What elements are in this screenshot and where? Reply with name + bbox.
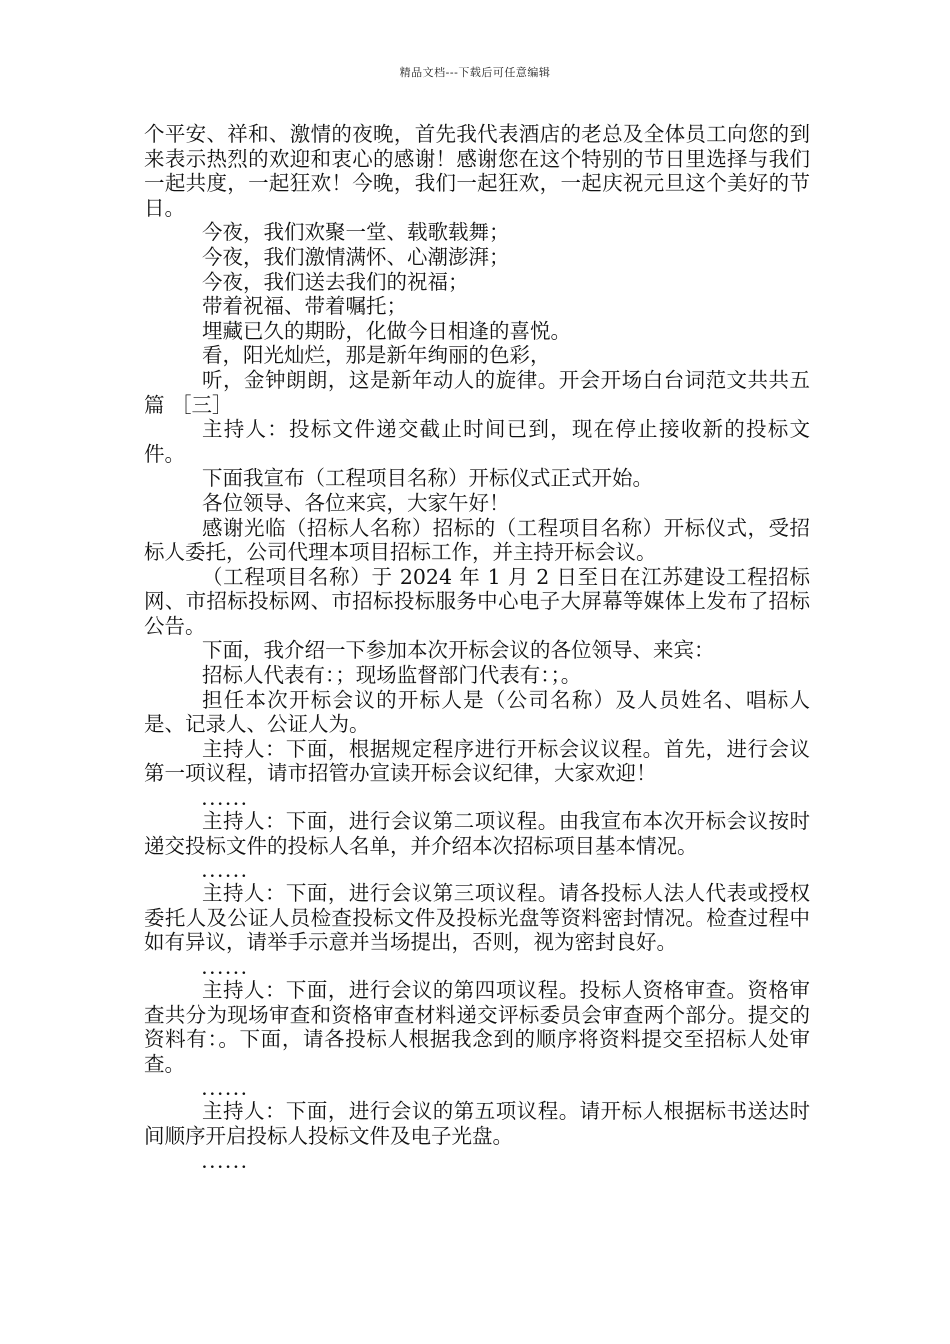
paragraph: 主持人：下面，进行会议的第五项议程。请开标人根据标书送达时间顺序开启投标人投标文件及电子光盘。	[144, 1099, 810, 1148]
paragraph: 看，阳光灿烂，那是新年绚丽的色彩，	[202, 343, 551, 368]
ellipsis-marker: ......	[202, 1083, 250, 1100]
paragraph: 主持人：下面，进行会议第三项议程。请各投标人法人代表或授权委托人及公证人员检查投标文件及投标光盘等资料密封情况。检查过程中如有异议，请举手示意并当场提出，否则，视为密封良好。	[144, 881, 810, 955]
paragraph: 下面，我介绍一下参加本次开标会议的各位领导、来宾：	[202, 638, 715, 663]
paragraph: 各位领导、各位来宾，大家午好！	[202, 490, 510, 515]
paragraph: 个平安、祥和、激情的夜晚，首先我代表酒店的老总及全体员工向您的到来表示热烈的欢迎和衷心的感谢！感谢您在这个特别的节日里选择与我们一起共度，一起狂欢！今晚，我们一起狂欢，一起庆祝元旦这个美好的节日。	[144, 122, 810, 220]
paragraph: 招标人代表有：；现场监督部门代表有：；。	[202, 663, 582, 688]
paragraph: 主持人：下面，根据规定程序进行开标会议议程。首先，进行会议第一项议程，请市招管办宣读开标会议纪律，大家欢迎！	[144, 736, 810, 786]
ellipsis-marker: ......	[202, 865, 250, 882]
paragraph: 主持人：投标文件递交截止时间已到，现在停止接收新的投标文件。	[144, 417, 810, 466]
paragraph: 听，金钟朗朗，这是新年动人的旋律。开会开场白台词范文共共五篇 ［三］	[144, 367, 810, 417]
ellipsis-marker: ......	[202, 962, 250, 978]
ellipsis-marker: ......	[202, 793, 250, 810]
document-body	[144, 122, 810, 1172]
paragraph: 今夜，我们激情满怀、心潮澎湃；	[202, 244, 510, 269]
paragraph: 今夜，我们送去我们的祝福；	[202, 269, 469, 294]
paragraph: 主持人：下面，进行会议的第四项议程。投标人资格审查。资格审查共分为现场审查和资格审查材料递交评标委员会审查两个部分。提交的资料有：。下面，请各投标人根据我念到的顺序将资料提交至招标人处审查。	[144, 978, 810, 1076]
page-header: 精品文档---下载后可任意编辑	[399, 66, 551, 79]
paragraph: 担任本次开标会议的开标人是（公司名称）及人员姓名、唱标人是、记录人、公证人为。	[144, 687, 810, 737]
paragraph: 埋藏已久的期盼，化做今日相逢的喜悦。	[202, 318, 571, 343]
paragraph: 带着祝福、带着嘱托；	[202, 294, 407, 319]
ellipsis-marker: ......	[202, 1155, 250, 1172]
paragraph: 今夜，我们欢聚一堂、载歌载舞；	[202, 220, 510, 245]
paragraph: 主持人：下面，进行会议第二项议程。由我宣布本次开标会议按时递交投标文件的投标人名单，并介绍本次招标项目基本情况。	[144, 809, 810, 858]
paragraph: 下面我宣布（工程项目名称）开标仪式正式开始。	[202, 466, 653, 491]
paragraph: （工程项目名称）于 2024 年 1 月 2 日至日在江苏建设工程招标网、市招标投标网、市招标投标服务中心电子大屏幕等媒体上发布了招标公告。	[144, 564, 810, 638]
paragraph: 感谢光临（招标人名称）招标的（工程项目名称）开标仪式，受招标人委托，公司代理本项目招标工作，并主持开标会议。	[144, 515, 810, 565]
